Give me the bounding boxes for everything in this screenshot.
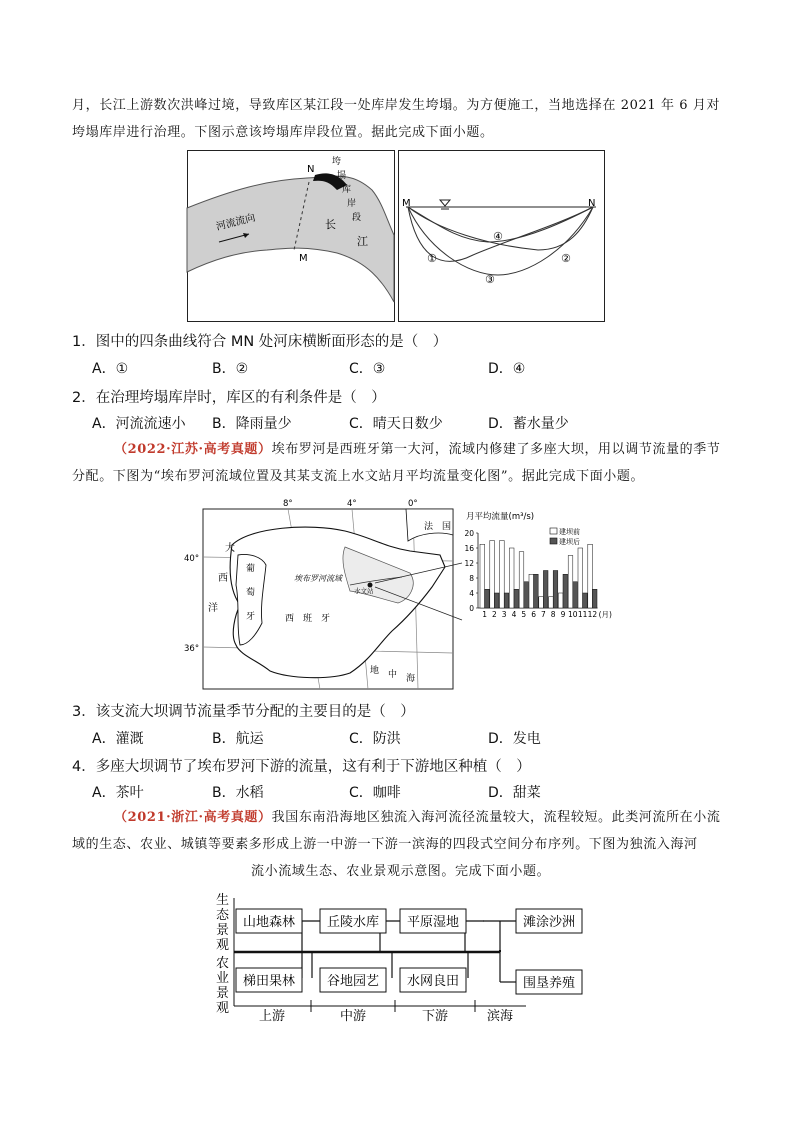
question-2-option-a[interactable]: A．河流流速小 (92, 416, 186, 432)
source-tag: （2021·浙江·高考真题） (114, 810, 272, 825)
question-4-stem: 4．多座大坝调节了埃布罗河下游的流量，这有利于下游地区种植（ ） (72, 759, 531, 775)
question-4-option-c[interactable]: C．咖啡 (349, 785, 401, 801)
landscape-diagram (210, 888, 610, 1028)
question-1-option-d[interactable]: D．④ (488, 361, 526, 377)
x-tick-label: 4 (511, 610, 517, 619)
intro-line-1: 月，长江上游数次洪峰过境，导致库区某江段一处库岸发生垮塌。为方便施工，当地选择在 2021 年 6 月对 (72, 98, 721, 113)
france-label: 法 国 (424, 522, 452, 532)
question-1-option-c[interactable]: C．③ (349, 361, 386, 377)
ocean-label-1: 大 (225, 543, 235, 554)
bar-after-dam (583, 593, 588, 608)
bar-after-dam (553, 571, 558, 609)
collapse-site-map (187, 150, 395, 322)
section-label-4: 滨海 (486, 1009, 514, 1024)
x-tick-label: 10 (568, 610, 578, 619)
bar-before-dam (568, 556, 573, 609)
bar-after-dam (543, 571, 548, 609)
bottom-label-3: 水网良田 (406, 974, 460, 989)
eco-label-2: 态 (216, 908, 230, 923)
curve-label-3: ③ (485, 273, 495, 286)
y-tick-label: 16 (464, 544, 474, 553)
question-4-option-d[interactable]: D．甜菜 (488, 785, 541, 801)
question-3-option-c[interactable]: C．防洪 (349, 731, 401, 747)
bottom-label-4: 围垦养殖 (522, 976, 576, 991)
ocean-label-2: 西 (218, 573, 228, 584)
eco-label-1: 生 (216, 893, 230, 908)
legend-after-label: 建坝后 (559, 538, 580, 546)
bar-after-dam (524, 582, 529, 608)
lon-4: 4° (347, 499, 357, 509)
bar-after-dam (592, 589, 597, 608)
question-3-option-a[interactable]: A．灌溉 (92, 731, 144, 747)
ebro-basin-map (170, 495, 460, 690)
portugal-label-2: 萄 (246, 588, 256, 598)
x-tick-label: 9 (560, 610, 566, 619)
lat-40: 40° (184, 554, 200, 564)
x-unit-label: (月) (598, 610, 612, 619)
label-collapse-3: 库 (342, 185, 352, 195)
question-2-option-b[interactable]: B．降雨量少 (212, 416, 292, 432)
eco-label-4: 观 (216, 938, 230, 953)
label-chang: 长 (325, 218, 336, 231)
curve-label-2: ② (561, 252, 571, 265)
bar-after-dam (485, 589, 490, 608)
bar-before-dam (549, 597, 554, 608)
top-label-4: 滩涂沙洲 (522, 915, 576, 930)
y-tick-label: 4 (469, 589, 474, 598)
bar-after-dam (504, 593, 509, 608)
y-tick-label: 8 (469, 574, 474, 583)
bar-before-dam (539, 597, 544, 608)
label-collapse-1: 垮 (332, 157, 342, 167)
x-tick-label: 5 (521, 610, 527, 619)
x-tick-label: 1 (482, 610, 487, 619)
bottom-label-1: 梯田果林 (242, 974, 296, 989)
agri-label-2: 业 (216, 971, 230, 986)
bar-before-dam (588, 544, 593, 608)
lon-0: 0° (408, 499, 418, 509)
label-collapse-2: 塌 (337, 171, 347, 181)
bottom-label-2: 谷地园艺 (326, 974, 380, 989)
station-label: 水文站 (354, 587, 374, 595)
top-label-1: 山地森林 (242, 915, 296, 930)
bar-before-dam (558, 593, 563, 608)
intro3-line-2: 域的生态、农业、城镇等要素多形成上游一中游一下游一滨海的四段式空间分布序列。下图为独流入海河 (72, 837, 698, 852)
intro3-line-1: （2021·浙江·高考真题）我国东南沿海地区独流入海河流径流量较大，流程较短。此类河流所在小流 (114, 810, 721, 825)
portugal-label-1: 葡 (246, 564, 256, 574)
chart-title: 月平均流量(m³/s) (466, 512, 535, 522)
bar-before-dam (500, 541, 505, 609)
monthly-flow-chart (458, 508, 612, 623)
bar-after-dam (534, 574, 539, 608)
label-n: N (588, 198, 596, 209)
bar-before-dam (490, 541, 495, 609)
section-label-3: 下游 (421, 1009, 449, 1024)
intro2-line-2: 分配。下图为“埃布罗河流域位置及其某支流上水文站月平均流量变化图”。据此完成下面小题。 (72, 469, 645, 484)
eco-label-3: 景 (216, 923, 230, 938)
bar-after-dam (514, 589, 519, 608)
sea-label-3: 海 (406, 674, 416, 684)
agri-label-1: 农 (216, 956, 230, 971)
bar-before-dam (519, 552, 524, 608)
x-tick-label: 12 (587, 610, 598, 619)
bar-before-dam (529, 574, 534, 608)
intro2-line-1: （2022·江苏·高考真题）埃布罗河是西班牙第一大河，流域内修建了多座大坝，用以调节流量的季节 (114, 442, 721, 457)
question-2-stem: 2．在治理垮塌库岸时，库区的有利条件是（ ） (72, 390, 386, 406)
question-3-stem: 3．该支流大坝调节流量季节分配的主要目的是（ ） (72, 704, 415, 720)
lon-8: 8° (283, 499, 293, 509)
x-tick-label: 6 (531, 610, 536, 619)
question-1-option-b[interactable]: B．② (212, 361, 249, 377)
top-label-2: 丘陵水库 (326, 915, 380, 930)
question-2-option-c[interactable]: C．晴天日数少 (349, 416, 443, 432)
curve-label-4: ④ (493, 230, 503, 243)
label-collapse-5: 段 (352, 213, 362, 223)
question-4-option-a[interactable]: A．茶叶 (92, 785, 144, 801)
top-label-3: 平原湿地 (406, 915, 460, 930)
curve-label-1: ① (427, 252, 437, 265)
bar-before-dam (480, 544, 485, 608)
agri-label-3: 景 (216, 986, 230, 1001)
label-m: M (402, 198, 411, 209)
label-collapse-4: 岸 (347, 199, 357, 209)
bar-before-dam (509, 548, 514, 608)
bar-after-dam (494, 593, 499, 608)
intro-line-2: 垮塌库岸进行治理。下图示意该垮塌库岸段位置。据此完成下面小题。 (72, 125, 494, 140)
question-1-option-a[interactable]: A．① (92, 361, 129, 377)
sea-label-2: 中 (388, 670, 398, 680)
x-tick-label: 7 (541, 610, 546, 619)
lat-36: 36° (184, 644, 200, 654)
question-3-option-d[interactable]: D．发电 (488, 731, 541, 747)
legend-before-swatch (550, 528, 557, 534)
bar-before-dam (578, 548, 583, 608)
x-tick-label: 8 (550, 610, 556, 619)
bar-after-dam (573, 582, 578, 608)
section-label-1: 上游 (258, 1009, 286, 1024)
x-tick-label: 2 (492, 610, 497, 619)
basin-label: 埃布罗河流域 (294, 574, 342, 583)
sea-label-1: 地 (370, 666, 380, 676)
question-4-option-b[interactable]: B．水稻 (212, 785, 264, 801)
label-m: M (299, 253, 308, 264)
x-tick-label: 11 (577, 610, 588, 619)
section-label-2: 中游 (339, 1009, 367, 1024)
question-1-stem: 1．图中的四条曲线符合 MN 处河床横断面形态的是（ ） (72, 334, 448, 350)
cross-section-diagram (398, 150, 605, 322)
question-2-option-d[interactable]: D．蓄水量少 (488, 416, 569, 432)
x-tick-label: 3 (501, 610, 507, 619)
ocean-label-3: 洋 (208, 603, 218, 614)
bar-after-dam (563, 574, 568, 608)
y-tick-label: 20 (464, 529, 474, 538)
legend-after-swatch (550, 538, 557, 544)
question-3-option-b[interactable]: B．航运 (212, 731, 264, 747)
portugal-label-3: 牙 (246, 612, 256, 622)
label-jiang: 江 (357, 235, 368, 248)
y-tick-label: 0 (469, 604, 474, 613)
y-tick-label: 12 (464, 559, 474, 568)
spain-label: 西 班 牙 (285, 614, 331, 624)
legend-before-label: 建坝前 (559, 528, 580, 536)
agri-label-4: 观 (216, 1001, 230, 1016)
source-tag: （2022·江苏·高考真题） (114, 442, 272, 457)
intro3-line-3: 流小流域生态、农业景观示意图。完成下面小题。 (251, 864, 551, 879)
flow-direction-label: 河流流向 (215, 212, 257, 233)
label-n: N (307, 164, 315, 175)
